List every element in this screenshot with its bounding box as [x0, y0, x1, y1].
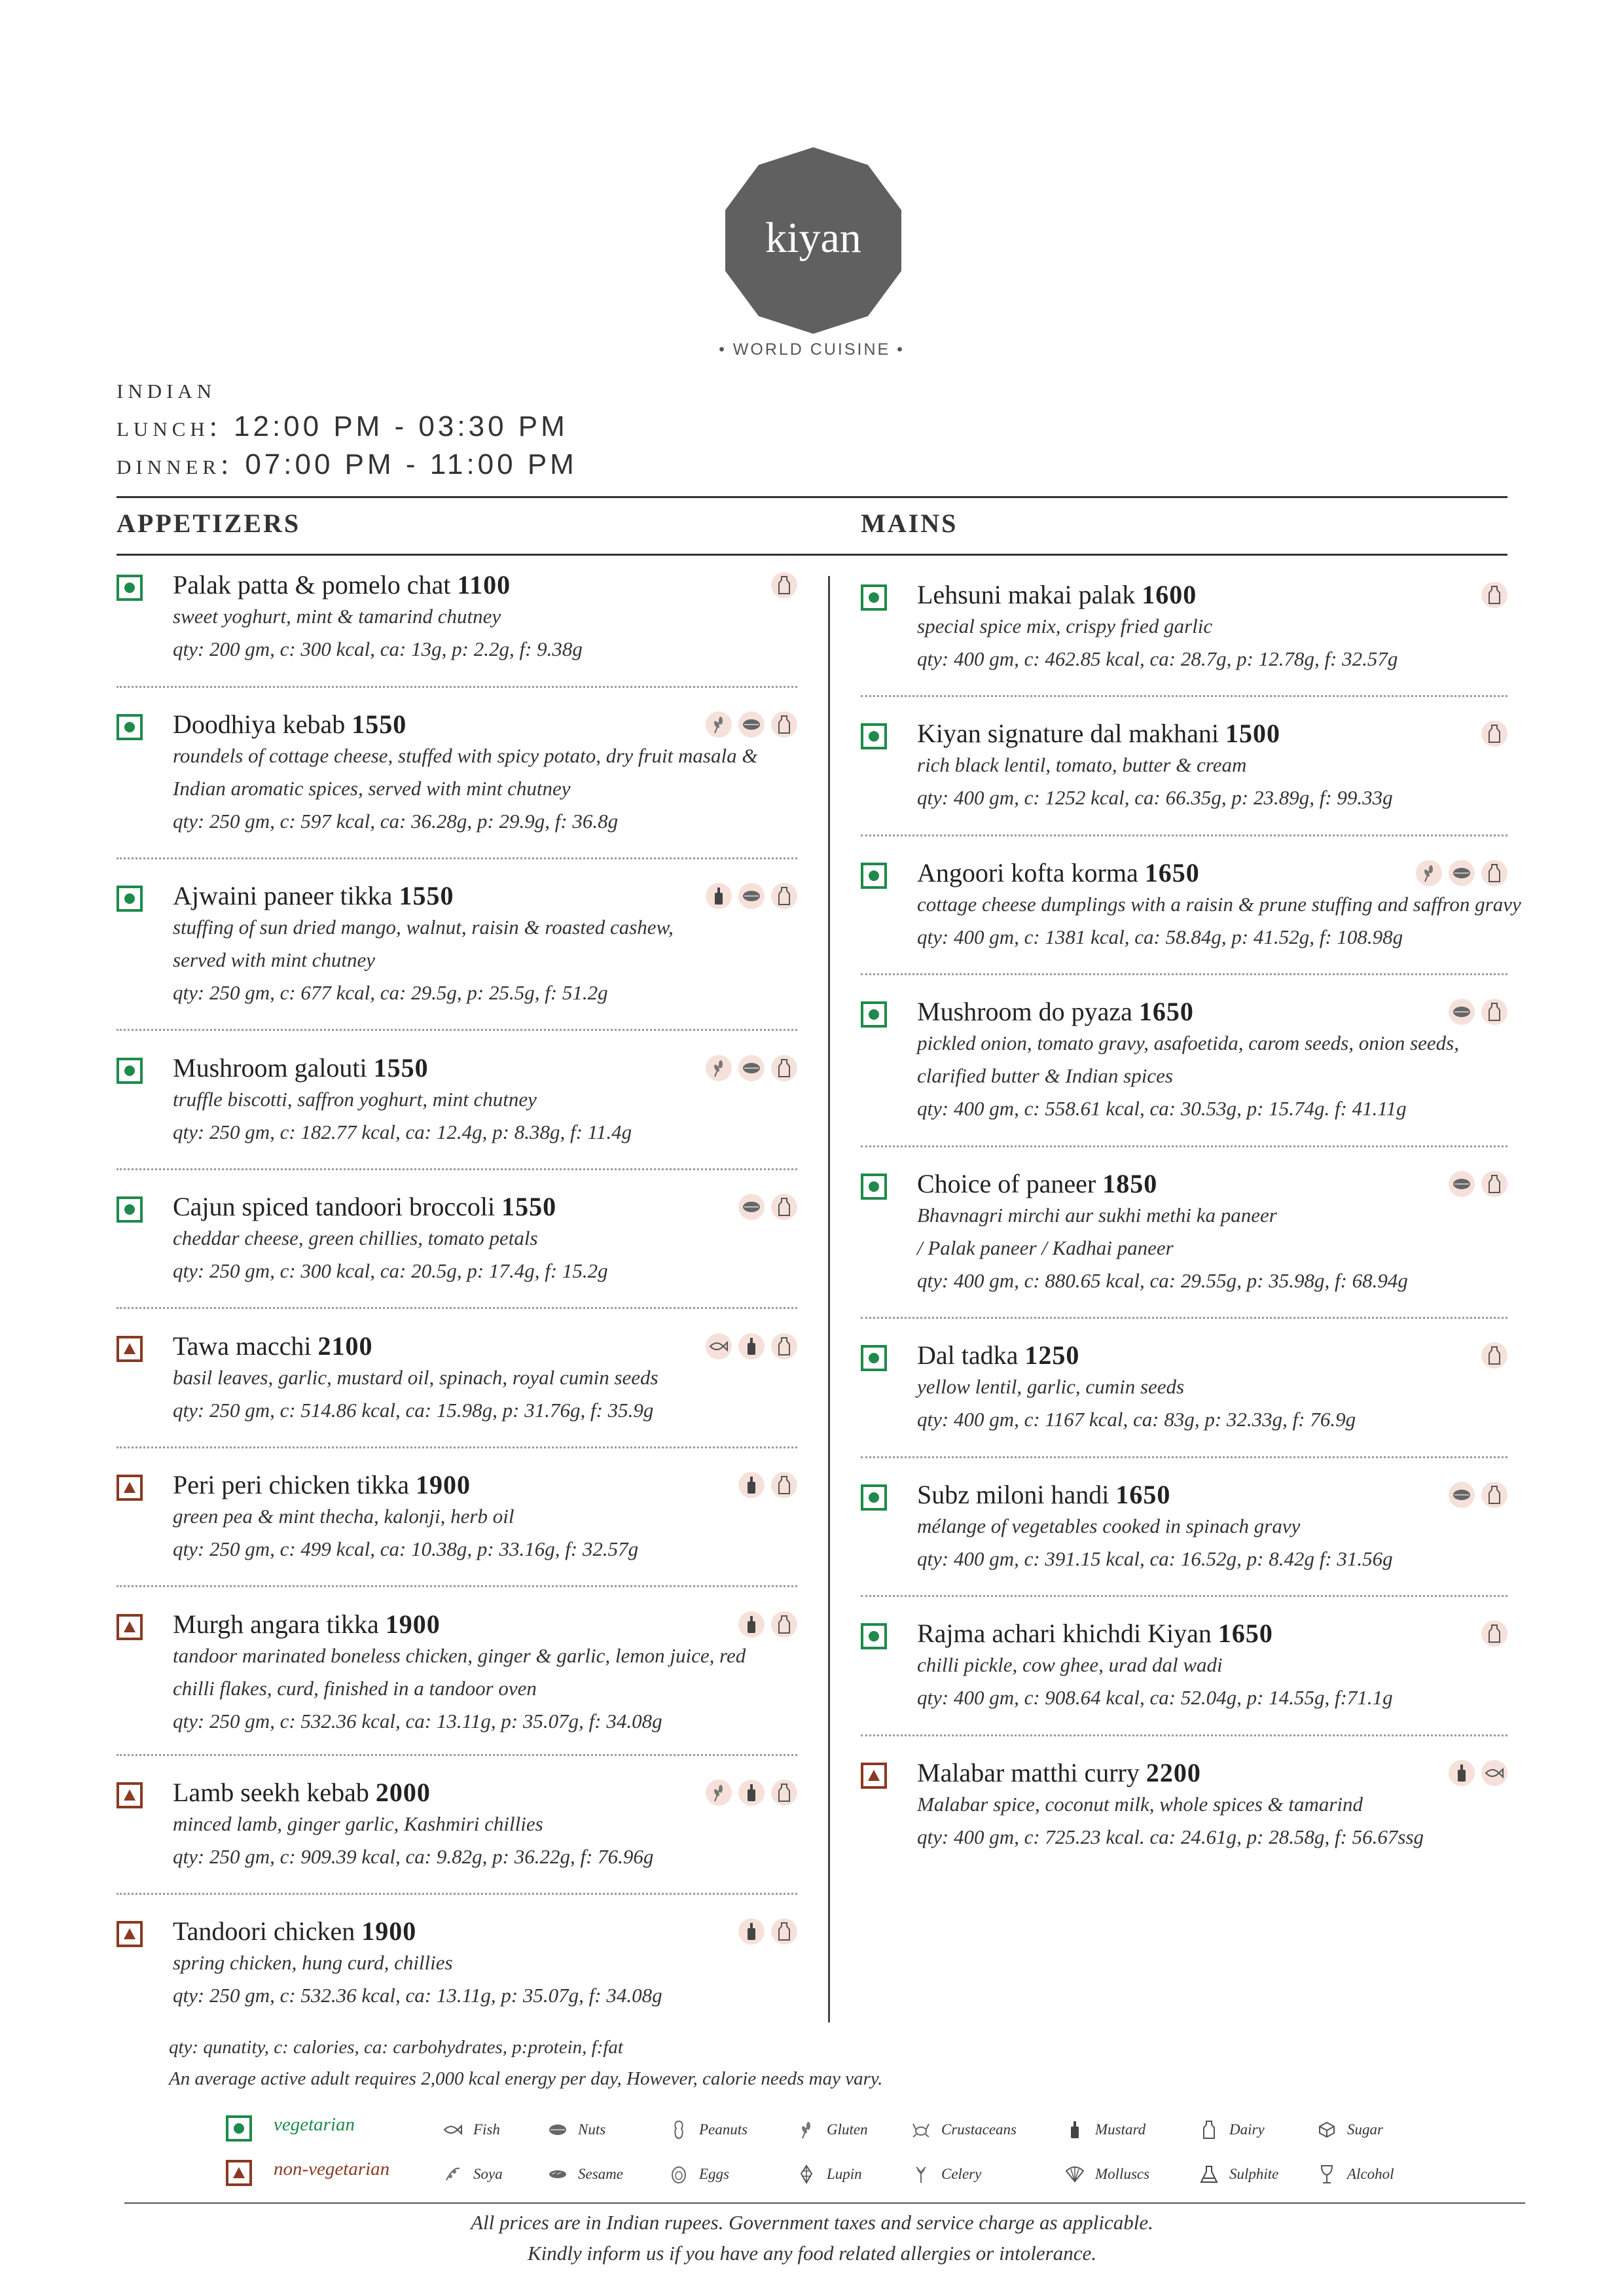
- cuisine-title: indian: [117, 372, 217, 404]
- item-price: 1100: [457, 570, 511, 600]
- legend-item: [442, 2119, 500, 2141]
- item-name: [173, 1916, 801, 1946]
- veg-key-label: vegetarian: [274, 2114, 355, 2135]
- dairy-icon: [771, 1780, 797, 1806]
- header-bottom-rule: [117, 554, 1507, 556]
- gluten-icon: [706, 1055, 732, 1081]
- item-divider: [861, 1145, 1507, 1147]
- item-description: Malabar spice, coconut milk, whole spices & tamarind: [917, 1793, 1363, 1816]
- legend-item: [1198, 2119, 1265, 2141]
- veg-marker: [117, 714, 143, 740]
- veg-marker: [861, 1345, 887, 1371]
- item-price: 1650: [1144, 858, 1200, 888]
- allergen-icons: [738, 1918, 797, 1945]
- item-title: Peri peri chicken tikka: [173, 1470, 416, 1499]
- header-top-rule: [117, 496, 1507, 498]
- item-title: Lehsuni makai palak: [917, 580, 1142, 609]
- dairy-icon: [1481, 582, 1507, 608]
- mustard-icon: [706, 883, 732, 909]
- item-price: 1900: [385, 1609, 441, 1639]
- footer-prices-note: All prices are in Indian rupees. Government taxes and service charge as applicable.: [471, 2211, 1153, 2234]
- item-description: Bhavnagri mirchi aur sukhi methi ka paneer: [917, 1204, 1277, 1227]
- item-price: 1550: [373, 1053, 429, 1083]
- item-name: [173, 1191, 801, 1222]
- item-divider: [861, 1734, 1507, 1736]
- allergen-icons: [738, 1611, 797, 1638]
- item-price: 1650: [1218, 1619, 1273, 1648]
- item-description: tandoor marinated boneless chicken, ginger & garlic, lemon juice, red: [173, 1644, 746, 1667]
- dairy-icon: [1481, 999, 1507, 1025]
- dairy-icon: [771, 1611, 797, 1638]
- legend-item: [1316, 2119, 1383, 2141]
- item-nutrition: qty: 400 gm, c: 1381 kcal, ca: 58.84g, p: 41.52g, f: 108.98g: [917, 925, 1403, 948]
- item-price: 1900: [415, 1470, 471, 1499]
- item-divider: [117, 1585, 797, 1587]
- lunch-hours: [117, 410, 568, 443]
- item-divider: [861, 973, 1507, 975]
- item-divider: [117, 1446, 797, 1448]
- item-nutrition: qty: 400 gm, c: 1167 kcal, ca: 83g, p: 32.33g, f: 76.9g: [917, 1408, 1356, 1431]
- item-title: Lamb seekh kebab: [173, 1778, 376, 1807]
- nuts-icon: [547, 2119, 569, 2141]
- item-nutrition: qty: 250 gm, c: 677 kcal, ca: 29.5g, p: 25.5g, f: 51.2g: [173, 981, 608, 1004]
- mustard-icon: [1449, 1760, 1475, 1786]
- item-title: Angoori kofta korma: [917, 858, 1145, 888]
- item-title: Doodhiya kebab: [173, 709, 352, 739]
- item-price: 1600: [1142, 580, 1197, 609]
- item-title: Tawa macchi: [173, 1331, 318, 1361]
- item-divider: [861, 1456, 1507, 1458]
- allergen-icons: [1481, 582, 1507, 608]
- veg-marker: [117, 1196, 143, 1223]
- veg-marker: [861, 723, 887, 749]
- item-title: Ajwaini paneer tikka: [173, 881, 399, 910]
- legend-label: Gluten: [827, 2121, 868, 2138]
- lunch-label: lunch:: [117, 410, 222, 442]
- fish-icon: [442, 2119, 464, 2141]
- dairy-icon: [1481, 721, 1507, 747]
- mustard-icon: [738, 1472, 765, 1498]
- item-nutrition: qty: 400 gm, c: 391.15 kcal, ca: 16.52g, p: 8.42g f: 31.56g: [917, 1547, 1393, 1570]
- abbreviation-note: qty: qunatity, c: calories, ca: carbohydrates, p:protein, f:fat: [169, 2037, 623, 2058]
- legend-item: [795, 2163, 862, 2185]
- mustard-icon: [738, 1333, 765, 1359]
- item-name: [173, 569, 801, 600]
- nonveg-marker: [117, 1921, 143, 1947]
- allergen-icons: [1481, 1342, 1507, 1369]
- dairy-icon: [771, 1055, 797, 1081]
- legend-item: [668, 2119, 748, 2141]
- allergen-icons: [1449, 1171, 1507, 1197]
- veg-marker: [861, 1001, 887, 1028]
- allergen-icons: [706, 1333, 797, 1359]
- legend-item: [795, 2119, 868, 2141]
- item-description: clarified butter & Indian spices: [917, 1064, 1173, 1087]
- item-nutrition: qty: 250 gm, c: 532.36 kcal, ca: 13.11g, p: 35.07g, f: 34.08g: [173, 1984, 662, 2007]
- item-name: [917, 579, 1545, 610]
- nonveg-marker: [117, 1782, 143, 1808]
- item-price: 1500: [1225, 719, 1280, 748]
- item-description: Indian aromatic spices, served with mint chutney: [173, 777, 571, 800]
- item-description: rich black lentil, tomato, butter & cream: [917, 753, 1247, 776]
- item-price: 1550: [501, 1192, 557, 1221]
- veg-marker: [861, 1623, 887, 1649]
- item-description: served with mint chutney: [173, 948, 376, 971]
- mustard-icon: [738, 1780, 765, 1806]
- legend-item: [668, 2163, 729, 2185]
- item-price: 1550: [399, 881, 454, 910]
- mustard-icon: [738, 1611, 765, 1638]
- soya-icon: [442, 2163, 464, 2185]
- nonveg-marker: [861, 1763, 887, 1789]
- item-description: cottage cheese dumplings with a raisin & prune stuffing and saffron gravy: [917, 893, 1521, 916]
- appetizers-title: APPETIZERS: [117, 509, 301, 538]
- item-description: / Palak paneer / Kadhai paneer: [917, 1236, 1174, 1259]
- item-title: Murgh angara tikka: [173, 1609, 386, 1639]
- dairy-icon: [1481, 1621, 1507, 1647]
- allergen-icons: [1449, 1760, 1507, 1786]
- allergen-icons: [738, 1472, 797, 1498]
- item-divider: [861, 834, 1507, 836]
- item-title: Cajun spiced tandoori broccoli: [173, 1192, 502, 1221]
- legend-label: Sesame: [578, 2166, 623, 2182]
- legend-label: Peanuts: [699, 2121, 748, 2138]
- item-divider: [861, 1317, 1507, 1319]
- item-title: Tandoori chicken: [173, 1916, 362, 1946]
- fish-icon: [706, 1333, 732, 1359]
- item-name: [173, 1609, 801, 1640]
- item-divider: [117, 1029, 797, 1031]
- item-price: 1650: [1115, 1480, 1171, 1509]
- item-name: [917, 718, 1545, 749]
- gluten-icon: [1416, 860, 1442, 886]
- item-description: yellow lentil, garlic, cumin seeds: [917, 1375, 1185, 1398]
- legend-item: [442, 2163, 503, 2185]
- nonveg-marker: [117, 1614, 143, 1640]
- item-price: 1850: [1102, 1169, 1158, 1198]
- veg-marker: [117, 1058, 143, 1084]
- item-nutrition: qty: 400 gm, c: 558.61 kcal, ca: 30.53g, p: 15.74g. f: 41.11g: [917, 1097, 1407, 1120]
- item-price: 2100: [317, 1331, 373, 1361]
- veg-marker: [861, 584, 887, 611]
- item-description: sweet yoghurt, mint & tamarind chutney: [173, 605, 501, 628]
- crustaceans-icon: [910, 2119, 932, 2141]
- legend-item: [1064, 2119, 1146, 2141]
- legend-item: [547, 2119, 605, 2141]
- nonveg-marker: [117, 1475, 143, 1501]
- item-title: Mushroom galouti: [173, 1053, 374, 1083]
- sulphite-icon: [1198, 2163, 1220, 2185]
- nonveg-marker: [226, 2160, 252, 2186]
- allergen-icons: [1449, 1482, 1507, 1508]
- legend-item: [1198, 2163, 1278, 2185]
- brand-tagline: • WORLD CUISINE •: [719, 340, 905, 359]
- item-price: 2200: [1146, 1758, 1201, 1787]
- eggs-icon: [668, 2163, 690, 2185]
- nuts-icon: [1449, 1171, 1475, 1197]
- dairy-icon: [771, 1194, 797, 1220]
- dinner-label: dinner:: [117, 448, 234, 480]
- item-nutrition: qty: 200 gm, c: 300 kcal, ca: 13g, p: 2.2g, f: 9.38g: [173, 637, 583, 660]
- mustard-icon: [1064, 2119, 1086, 2141]
- item-divider: [117, 686, 797, 688]
- item-nutrition: qty: 250 gm, c: 532.36 kcal, ca: 13.11g, p: 35.07g, f: 34.08g: [173, 1710, 662, 1732]
- molluscs-icon: [1064, 2163, 1086, 2185]
- item-divider: [117, 1893, 797, 1895]
- dairy-icon: [771, 572, 797, 598]
- item-nutrition: qty: 250 gm, c: 499 kcal, ca: 10.38g, p: 33.16g, f: 32.57g: [173, 1537, 639, 1560]
- allergen-icons: [1449, 999, 1507, 1025]
- item-price: 1650: [1138, 997, 1194, 1026]
- item-divider: [861, 1595, 1507, 1597]
- dinner-time: 07:00 PM - 11:00 PM: [245, 448, 577, 480]
- item-nutrition: qty: 400 gm, c: 725.23 kcal. ca: 24.61g, p: 28.58g, f: 56.67ssg: [917, 1825, 1424, 1848]
- item-nutrition: qty: 400 gm, c: 908.64 kcal, ca: 52.04g, p: 14.55g, f:71.1g: [917, 1686, 1393, 1709]
- dairy-icon: [1481, 860, 1507, 886]
- veg-marker: [117, 886, 143, 912]
- item-title: Choice of paneer: [917, 1169, 1103, 1198]
- legend-label: Lupin: [827, 2166, 862, 2182]
- gluten-icon: [706, 1780, 732, 1806]
- item-price: 1550: [352, 709, 407, 739]
- legend-label: Celery: [941, 2166, 982, 2182]
- item-nutrition: qty: 250 gm, c: 300 kcal, ca: 20.5g, p: 17.4g, f: 15.2g: [173, 1259, 608, 1282]
- legend-label: Fish: [473, 2121, 500, 2138]
- legend-label: Soya: [473, 2166, 503, 2182]
- item-description: pickled onion, tomato gravy, asafoetida, carom seeds, onion seeds,: [917, 1031, 1459, 1054]
- nuts-icon: [738, 711, 765, 738]
- dairy-icon: [771, 1918, 797, 1945]
- item-price: 1250: [1024, 1340, 1080, 1370]
- item-description: cheddar cheese, green chillies, tomato petals: [173, 1227, 538, 1249]
- dairy-icon: [1198, 2119, 1220, 2141]
- allergen-icons: [706, 1055, 797, 1081]
- fish-icon: [1481, 1760, 1507, 1786]
- legend-label: Nuts: [578, 2121, 606, 2138]
- dairy-icon: [771, 711, 797, 738]
- item-description: chilli pickle, cow ghee, urad dal wadi: [917, 1653, 1223, 1676]
- legend-item: [1316, 2163, 1394, 2185]
- footer-rule: [124, 2202, 1525, 2204]
- lunch-time: 12:00 PM - 03:30 PM: [234, 410, 568, 442]
- item-name: [173, 1469, 801, 1500]
- item-title: Malabar matthi curry: [917, 1758, 1146, 1787]
- sesame-icon: [547, 2163, 569, 2185]
- item-nutrition: qty: 250 gm, c: 182.77 kcal, ca: 12.4g, p: 8.38g, f: 11.4g: [173, 1121, 632, 1143]
- legend-label: Sugar: [1347, 2121, 1383, 2138]
- item-title: Rajma achari khichdi Kiyan: [917, 1619, 1218, 1648]
- item-divider: [117, 1754, 797, 1756]
- legend-label: Molluscs: [1095, 2166, 1150, 2182]
- sugar-icon: [1316, 2119, 1338, 2141]
- nuts-icon: [1449, 999, 1475, 1025]
- allergen-icons: [706, 711, 797, 738]
- item-nutrition: qty: 400 gm, c: 1252 kcal, ca: 66.35g, p: 23.89g, f: 99.33g: [917, 786, 1393, 809]
- item-description: basil leaves, garlic, mustard oil, spinach, royal cumin seeds: [173, 1366, 659, 1389]
- item-price: 2000: [375, 1778, 431, 1807]
- item-nutrition: qty: 400 gm, c: 880.65 kcal, ca: 29.55g, p: 35.98g, f: 68.94g: [917, 1269, 1408, 1292]
- veg-marker: [117, 575, 143, 601]
- celery-icon: [910, 2163, 932, 2185]
- dairy-icon: [1481, 1171, 1507, 1197]
- lupin-icon: [795, 2163, 818, 2185]
- dairy-icon: [771, 1333, 797, 1359]
- item-nutrition: qty: 400 gm, c: 462.85 kcal, ca: 28.7g, p: 12.78g, f: 32.57g: [917, 647, 1398, 670]
- item-title: Dal tadka: [917, 1340, 1025, 1370]
- legend-label: Crustaceans: [941, 2121, 1017, 2138]
- legend-item: [910, 2163, 981, 2185]
- mustard-icon: [738, 1918, 765, 1945]
- dairy-icon: [1481, 1342, 1507, 1369]
- gluten-icon: [795, 2119, 818, 2141]
- item-description: green pea & mint thecha, kalonji, herb oil: [173, 1505, 514, 1528]
- legend-label: Mustard: [1095, 2121, 1146, 2138]
- footer-allergy-note: Kindly inform us if you have any food related allergies or intolerance.: [527, 2242, 1096, 2265]
- allergen-icons: [706, 1780, 797, 1806]
- item-nutrition: qty: 250 gm, c: 514.86 kcal, ca: 15.98g, p: 31.76g, f: 35.9g: [173, 1399, 654, 1422]
- legend-label: Dairy: [1229, 2121, 1265, 2138]
- nonveg-key-label: non-vegetarian: [274, 2159, 390, 2179]
- legend-label: Alcohol: [1347, 2166, 1394, 2182]
- nuts-icon: [738, 883, 765, 909]
- item-divider: [117, 1307, 797, 1309]
- dairy-icon: [771, 1472, 797, 1498]
- item-description: roundels of cottage cheese, stuffed with spicy potato, dry fruit masala &: [173, 744, 758, 767]
- alcohol-icon: [1316, 2163, 1338, 2185]
- item-nutrition: qty: 250 gm, c: 909.39 kcal, ca: 9.82g, p: 36.22g, f: 76.96g: [173, 1845, 654, 1868]
- energy-note: An average active adult requires 2,000 kcal energy per day, However, calorie needs may vary.: [169, 2068, 883, 2089]
- item-nutrition: qty: 250 gm, c: 597 kcal, ca: 36.28g, p: 29.9g, f: 36.8g: [173, 810, 619, 833]
- allergen-icons: [738, 1194, 797, 1220]
- legend-item: [910, 2119, 1017, 2141]
- item-description: stuffing of sun dried mango, walnut, raisin & roasted cashew,: [173, 916, 674, 939]
- peanuts-icon: [668, 2119, 690, 2141]
- nuts-icon: [738, 1194, 765, 1220]
- item-name: [917, 1618, 1545, 1649]
- item-description: special spice mix, crispy fried garlic: [917, 615, 1213, 637]
- item-divider: [861, 695, 1507, 697]
- dairy-icon: [1481, 1482, 1507, 1508]
- nuts-icon: [1449, 860, 1475, 886]
- nuts-icon: [1449, 1482, 1475, 1508]
- mains-title: MAINS: [861, 509, 958, 538]
- brand-name: kiyan: [765, 214, 861, 262]
- item-description: minced lamb, ginger garlic, Kashmiri chillies: [173, 1812, 543, 1835]
- item-description: mélange of vegetables cooked in spinach gravy: [917, 1515, 1301, 1537]
- item-divider: [117, 857, 797, 859]
- item-description: truffle biscotti, saffron yoghurt, mint chutney: [173, 1088, 537, 1111]
- item-description: chilli flakes, curd, finished in a tandoor oven: [173, 1677, 537, 1700]
- veg-marker: [861, 1174, 887, 1200]
- veg-marker: [861, 863, 887, 889]
- item-description: spring chicken, hung curd, chillies: [173, 1951, 453, 1974]
- item-price: 1900: [361, 1916, 417, 1946]
- nuts-icon: [738, 1055, 765, 1081]
- veg-marker: [226, 2115, 252, 2142]
- nonveg-marker: [117, 1336, 143, 1362]
- gluten-icon: [706, 711, 732, 738]
- legend-label: Eggs: [699, 2166, 729, 2182]
- legend-item: [1064, 2163, 1149, 2185]
- allergen-icons: [1481, 1621, 1507, 1647]
- allergen-icons: [706, 883, 797, 909]
- item-title: Kiyan signature dal makhani: [917, 719, 1225, 748]
- allergen-icons: [1481, 721, 1507, 747]
- veg-marker: [861, 1484, 887, 1511]
- legend-item: [547, 2163, 623, 2185]
- item-title: Mushroom do pyaza: [917, 997, 1139, 1026]
- column-divider: [828, 576, 830, 2022]
- item-divider: [117, 1168, 797, 1170]
- allergen-icons: [1416, 860, 1507, 886]
- dinner-hours: [117, 448, 577, 481]
- item-name: [917, 1340, 1545, 1371]
- item-title: Subz miloni handi: [917, 1480, 1116, 1509]
- dairy-icon: [771, 883, 797, 909]
- allergen-icons: [771, 572, 797, 598]
- legend-label: Sulphite: [1229, 2166, 1279, 2182]
- item-title: Palak patta & pomelo chat: [173, 570, 458, 600]
- kiyan-logo: [720, 147, 907, 334]
